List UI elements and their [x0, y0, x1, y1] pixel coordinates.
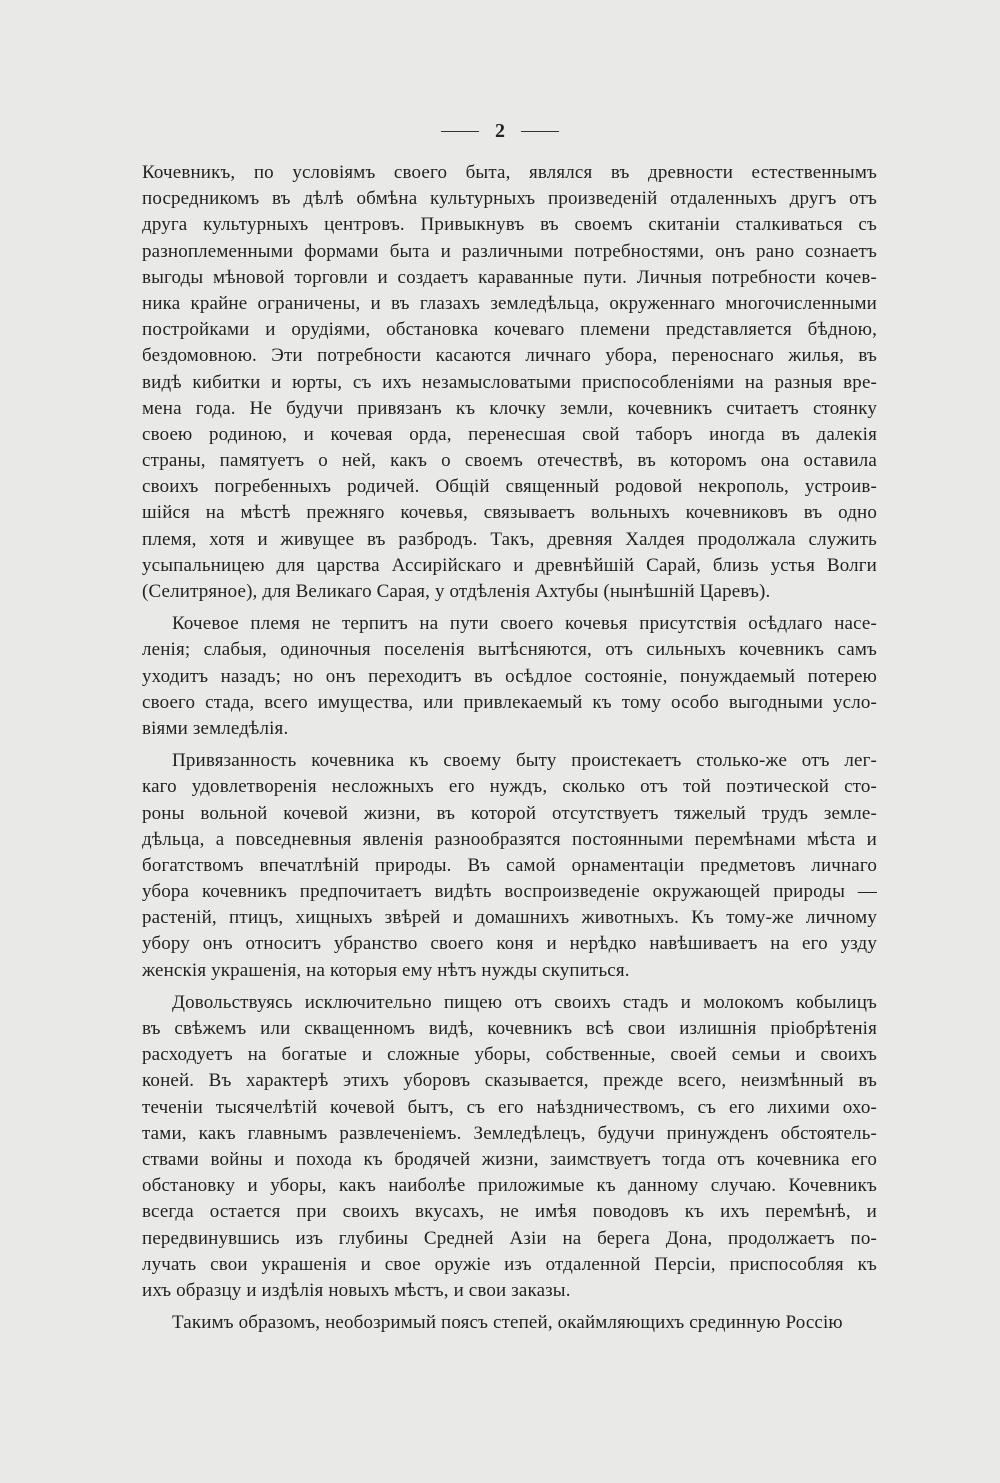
text-line: выгоды мѣновой торговли и создаетъ караванные пути. Личныя потребности кочев- [142, 266, 877, 288]
body-text [142, 160, 877, 1342]
text-line: лучать свои украшенія и свое оружіе изъ отдаленной Персіи, приспособляя къ [142, 1253, 877, 1275]
page-header [0, 120, 1000, 143]
page-number: 2 [495, 120, 505, 142]
text-line: обстановку и уборы, какъ наиболѣе приложимые къ данному случаю. Кочевникъ [142, 1175, 877, 1197]
text-line: видѣ кибитки и юрты, съ ихъ незамысловатыми приспособленіями на разныя вре- [142, 371, 877, 393]
text-line: своихъ погребенныхъ родичей. Общій священный родовой некрополь, устроив- [142, 476, 877, 498]
text-line: посредникомъ въ дѣлѣ обмѣна культурныхъ произведеній отдаленныхъ другъ отъ [142, 188, 877, 210]
paragraph [142, 990, 877, 1304]
paragraph [142, 1310, 877, 1336]
text-line: усыпальницею для царства Ассирійскаго и древнѣйшій Сарай, близь устья Волги [142, 554, 877, 576]
text-line: шійся на мѣстѣ прежняго кочевья, связываетъ вольныхъ кочевниковъ въ одно [142, 502, 877, 524]
text-line: племя, хотя и живущее въ разбродъ. Такъ, древняя Халдея продолжала служить [142, 528, 877, 550]
text-line: ленія; слабыя, одиночныя поселенія вытѣсняются, отъ сильныхъ кочевникъ самъ [142, 639, 877, 661]
text-line: ника крайне ограничены, и въ глазахъ земледѣльца, окруженнаго многочисленными [142, 292, 877, 314]
text-line: уходитъ назадъ; но онъ переходитъ въ осѣдлое состояніе, понуждаемый потерею [142, 665, 877, 687]
text-line: Кочевое племя не терпитъ на пути своего кочевья присутствія осѣдлаго насе- [172, 613, 877, 635]
text-line: передвинувшись изъ глубины Средней Азіи на берега Дона, продолжаетъ по- [142, 1227, 877, 1249]
paragraph [142, 160, 877, 605]
text-line: дѣльца, а повседневныя явленія разнообразятся постоянными перемѣнами мѣста и [142, 828, 877, 850]
text-line: мена года. Не будучи привязанъ къ клочку земли, кочевникъ считаетъ стоянку [142, 397, 877, 419]
text-line: растеній, птицъ, хищныхъ звѣрей и домашнихъ животныхъ. Къ тому-же личному [142, 907, 877, 929]
text-line: богатствомъ впечатлѣній природы. Въ самой орнаментаціи предметовъ личнаго [142, 854, 877, 876]
text-line: (Селитряное), для Великаго Сарая, у отдѣленія Ахтубы (нынѣшній Царевъ). [142, 581, 771, 602]
text-line: теченіи тысячелѣтій кочевой бытъ, съ его наѣздничествомъ, съ его лихими охо- [142, 1096, 877, 1118]
text-line: друга культурныхъ центровъ. Привыкнувъ въ своемъ скитаніи сталкиваться съ [142, 214, 877, 236]
text-line: бездомовною. Эти потребности касаются личнаго убора, переноснаго жилья, въ [142, 345, 877, 367]
text-line: убора кочевникъ предпочитаетъ видѣть воспроизведеніе окружающей природы — [142, 881, 877, 903]
text-line: тами, какъ главнымъ развлеченіемъ. Земледѣлецъ, будучи принужденъ обстоятель- [142, 1122, 877, 1144]
text-line: каго удовлетворенія несложныхъ его нуждъ, сколько отъ той поэтической сто- [142, 776, 877, 798]
text-line: Такимъ образомъ, необозримый поясъ степей, окаймляющихъ срединную Россію [172, 1312, 843, 1334]
text-line: въ свѣжемъ или скващенномъ видѣ, кочевникъ всѣ свои излишнія пріобрѣтенія [142, 1018, 877, 1039]
text-line: віями земледѣлія. [142, 717, 289, 739]
text-line: Привязанность кочевника къ своему быту проистекаетъ столько-же отъ лег- [172, 750, 877, 772]
text-line: расходуетъ на богатые и сложные уборы, собственные, своей семьи и своихъ [142, 1044, 877, 1066]
text-line: убору онъ относитъ убранство своего коня и нерѣдко навѣшиваетъ на его узду [142, 933, 877, 955]
paragraph [142, 611, 877, 742]
text-line: страны, памятуетъ о ней, какъ о своемъ отечествѣ, въ которомъ она оставила [142, 450, 877, 472]
text-line: своею родиною, и кочевая орда, перенесшая свой таборъ иногда въ далекія [142, 423, 877, 445]
paragraph [142, 748, 877, 984]
text-line: Довольствуясь исключительно пищею отъ своихъ стадъ и молокомъ кобылицъ [172, 991, 877, 1013]
text-line: Кочевникъ, по условіямъ своего быта, являлся въ древности естественнымъ [142, 162, 877, 183]
text-line: постройками и орудіями, обстановка кочеваго племени представляется бѣдною, [142, 319, 877, 341]
text-line: ихъ образцу и издѣлія новыхъ мѣстъ, и свои заказы. [142, 1279, 571, 1301]
text-line: женскія украшенія, на которыя ему нѣтъ нужды скупиться. [142, 959, 630, 981]
text-line: всегда остается при своихъ вкусахъ, не имѣя поводовъ къ ихъ перемѣнѣ, и [142, 1201, 877, 1223]
text-line: ствами войны и похода къ бродячей жизни, заимствуетъ тогда отъ кочевника его [142, 1148, 877, 1170]
text-line: роны вольной кочевой жизни, въ которой отсутствуетъ тяжелый трудъ земле- [142, 802, 877, 824]
header-rule-right [521, 131, 559, 132]
text-line: коней. Въ характерѣ этихъ уборовъ сказывается, прежде всего, неизмѣнный въ [142, 1070, 877, 1092]
header-rule-left [441, 131, 479, 132]
text-line: своего стада, всего имущества, или привлекаемый къ тому особо выгодными усло- [142, 691, 877, 713]
text-line: разноплеменными формами быта и различными потребностями, онъ рано сознаетъ [142, 240, 877, 262]
